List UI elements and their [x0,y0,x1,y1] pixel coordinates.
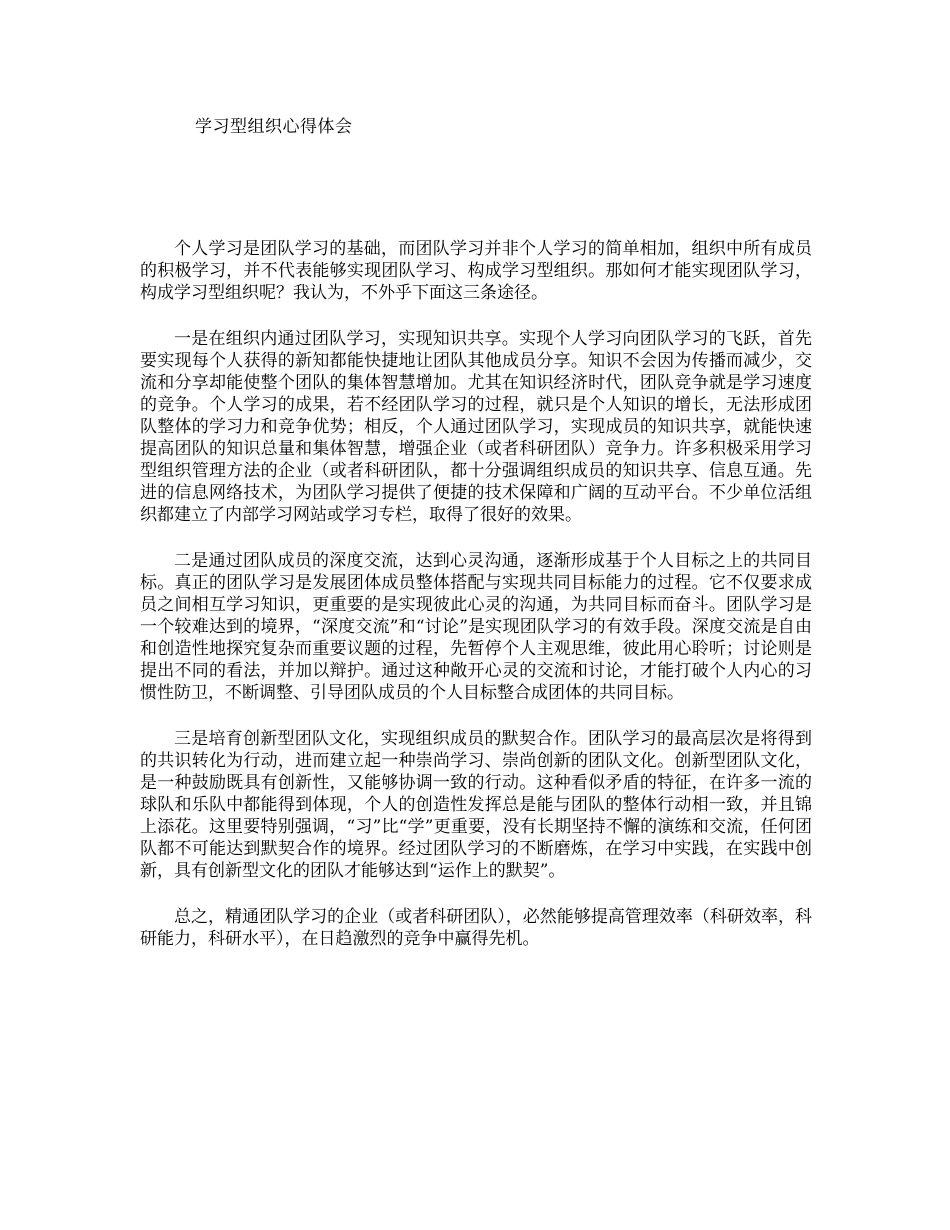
paragraph-knowledge-sharing: 一是在组织内通过团队学习，实现知识共享。实现个人学习向团队学习的飞跃，首先要实现每个人获得的新知都能快捷地让团队其他成员分享。知识不会因为传播而减少，交流和分享却能使整个团队的集体智慧增加。尤其在知识经济时代，团队竞争就是学习速度的竞争。个人学习的成果，若不经团队学习的过程，就只是个人知识的增长，无法形成团队整体的学习力和竞争优势；相反，个人通过团队学习，实现成员的知识共享，就能快速提高团队的知识总量和集体智慧，增强企业（或者科研团队）竞争力。许多积极采用学习型组织管理方法的企业（或者科研团队，都十分强调组织成员的知识共享、信息互通。先进的信息网络技术，为团队学习提供了便捷的技术保障和广阔的互动平台。不少单位活组织都建立了内部学习网站或学习专栏，取得了很好的效果。 [140,329,812,525]
paragraph-deep-communication: 二是通过团队成员的深度交流，达到心灵沟通，逐渐形成基于个人目标之上的共同目标。真正的团队学习是发展团体成员整体搭配与实现共同目标能力的过程。它不仅要求成员之间相互学习知识，更重要的是实现彼此心灵的沟通，为共同目标而奋斗。团队学习是一个较难达到的境界，“深度交流”和“讨论”是实现团队学习的有效手段。深度交流是自由和创造性地探究复杂而重要议题的过程，先暂停个人主观思维，彼此用心聆听；讨论则是提出不同的看法，并加以辩护。通过这种敞开心灵的交流和讨论，才能打破个人内心的习惯性防卫，不断调整、引导团队成员的个人目标整合成团体的共同目标。 [140,551,812,703]
document-body [140,238,812,974]
paragraph-team-culture: 三是培育创新型团队文化，实现组织成员的默契合作。团队学习的最高层次是将得到的共识转化为行动，进而建立起一种崇尚学习、崇尚创新的团队文化。创新型团队文化，是一种鼓励既具有创新性，又能够协调一致的行动。这种看似矛盾的特征，在许多一流的球队和乐队中都能得到体现，个人的创造性发挥总是能与团队的整体行动相一致，并且锦上添花。这里要特别强调，“习”比“学”更重要，没有长期坚持不懈的演练和交流，任何团队都不可能达到默契合作的境界。经过团队学习的不断磨炼，在学习中实践，在实践中创新，具有创新型文化的团队才能够达到“运作上的默契”。 [140,729,812,881]
document-title: 学习型组织心得体会 [195,117,353,137]
paragraph-conclusion: 总之，精通团队学习的企业（或者科研团队），必然能够提高管理效率（科研效率，科研能力，科研水平），在日趋激烈的竞争中赢得先机。 [140,907,812,949]
paragraph-intro: 个人学习是团队学习的基础，而团队学习并非个人学习的简单相加，组织中所有成员的积极学习，并不代表能够实现团队学习、构成学习型组织。那如何才能实现团队学习，构成学习型组织呢？我认为，不外乎下面这三条途径。 [140,239,812,303]
